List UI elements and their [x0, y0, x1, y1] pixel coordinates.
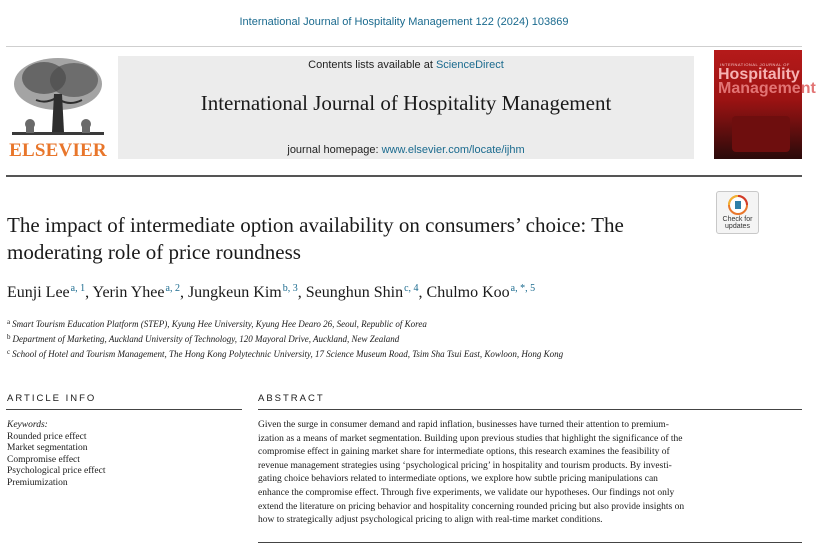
elsevier-wordmark: ELSEVIER [9, 140, 107, 161]
homepage-link[interactable]: www.elsevier.com/locate/ijhm [381, 144, 525, 156]
top-divider [6, 46, 802, 47]
citation-link[interactable]: International Journal of Hospitality Management 122 (2024) 103869 [239, 16, 569, 28]
journal-title: International Journal of Hospitality Management [200, 91, 612, 115]
keyword-item[interactable]: Market segmentation [7, 443, 88, 453]
affiliation-item [7, 316, 563, 331]
author-affil-mark[interactable]: b, 3 [282, 283, 298, 294]
elsevier-logo[interactable] [6, 54, 110, 160]
affiliation-mark: c [7, 348, 11, 356]
abstract-line: extend the literature on pricing behavior and hospitality concerning rounded pricing but also provide insights on [258, 501, 685, 512]
author-affil-mark[interactable]: a, 2 [165, 283, 180, 294]
abstract-line: enhance the compromise effect. Through five experiments, we validate our hypotheses. Our findings not only [258, 487, 675, 498]
affiliation-item [7, 331, 563, 346]
article-title [7, 212, 707, 266]
check-for-updates-button[interactable] [716, 191, 759, 234]
abstract-line: gating choice behaviors related to intermediate options, we explore how subtle pricing manipulations can [258, 474, 658, 485]
check-updates-label [717, 216, 758, 230]
keywords-block [7, 420, 105, 489]
author-affil-mark[interactable]: c, 4 [404, 283, 419, 294]
homepage-prefix: journal homepage: [287, 144, 382, 156]
tree-icon [6, 54, 110, 140]
affiliation-text: School of Hotel and Tourism Management, The Hong Kong Polytechnic University, 17 Science Museum Road, Tsim Sha Tsui East, Kowloon, Hong Kong [12, 349, 564, 359]
affiliation-list [7, 316, 563, 361]
affiliation-mark: b [7, 333, 11, 341]
abstract-heading: ABSTRACT [258, 393, 325, 404]
affiliation-text: Smart Tourism Education Platform (STEP), Kyung Hee University, Kyung Hee Dearo 26, Seoul, Republic of Korea [12, 319, 427, 329]
author-affil-mark[interactable]: a, *, 5 [510, 283, 536, 294]
title-line-2: moderating role of price roundness [7, 240, 301, 264]
sciencedirect-link[interactable]: ScienceDirect [435, 59, 504, 71]
affiliation-mark: a [7, 318, 11, 326]
abstract-divider-top [258, 409, 802, 410]
abstract-line: how to strategically adjust psychological pricing to align with real-time market conditions. [258, 515, 603, 526]
contents-prefix: Contents lists available at [308, 59, 436, 71]
journal-citation[interactable] [0, 16, 808, 28]
article-info-heading: ARTICLE INFO [7, 393, 97, 404]
keyword-item[interactable]: Rounded price effect [7, 431, 87, 442]
keywords-label: Keywords: [7, 420, 48, 430]
check-updates-line2: updates [725, 223, 750, 230]
abstract-body [258, 419, 802, 528]
check-updates-line1: Check for [722, 216, 753, 223]
cover-puzzle-image [732, 116, 790, 152]
affiliation-item [7, 346, 563, 361]
abstract-line: compromise effect in gaining market share for intermediate options, this research examines the feasibility of [258, 447, 670, 458]
author-name[interactable]: Yerin Yhee [92, 284, 165, 301]
journal-cover[interactable] [714, 50, 816, 159]
cover-small-text: INTERNATIONAL JOURNAL OF [720, 62, 790, 67]
abstract-line: Given the surge in consumer demand and rapid inflation, businesses have turned their attention to premium- [258, 420, 669, 430]
author-list: Eunji Lee$^{a, 1}$, Yerin Yhee$^{a, 2}$, Jungkeun Kim$^{b, 3}$, Seunghun Shin$^{c, 4}$, Chulmo Koo$^{a, *, 5}$ [7, 283, 536, 301]
title-line-1: The impact of intermediate option availability on consumers’ choice: The [7, 213, 624, 237]
contents-line [118, 59, 694, 71]
header-divider [6, 175, 802, 177]
author-name[interactable]: Jungkeun Kim [187, 284, 282, 301]
keyword-item[interactable]: Psychological price effect [7, 466, 106, 476]
abstract-line: revenue management strategies using ‘psychological pricing’ in hospitality and tourism products. By investi- [258, 460, 672, 471]
journal-banner [118, 56, 694, 159]
author-name[interactable]: Eunji Lee [7, 284, 70, 301]
abstract-divider-bottom [258, 542, 802, 543]
author-affil-mark[interactable]: a, 1 [70, 283, 86, 294]
author-name[interactable]: Chulmo Koo [426, 284, 510, 301]
check-updates-icon [728, 195, 748, 215]
cover-word-management: Management [718, 80, 816, 97]
cover-word-hospitality: Hospitality [718, 66, 800, 83]
affiliation-text: Department of Marketing, Auckland University of Technology, 120 Mayoral Drive, Auckland, New Zealand [12, 334, 400, 344]
author-name[interactable]: Seunghun Shin [305, 284, 404, 301]
abstract-line: ization as a means of market segmentation. Building upon previous studies that highlight the significance of the [258, 433, 683, 444]
keyword-item[interactable]: Premiumization [7, 477, 68, 488]
article-info-divider [6, 409, 242, 410]
homepage-line [118, 144, 694, 156]
keyword-item[interactable]: Compromise effect [7, 454, 80, 465]
